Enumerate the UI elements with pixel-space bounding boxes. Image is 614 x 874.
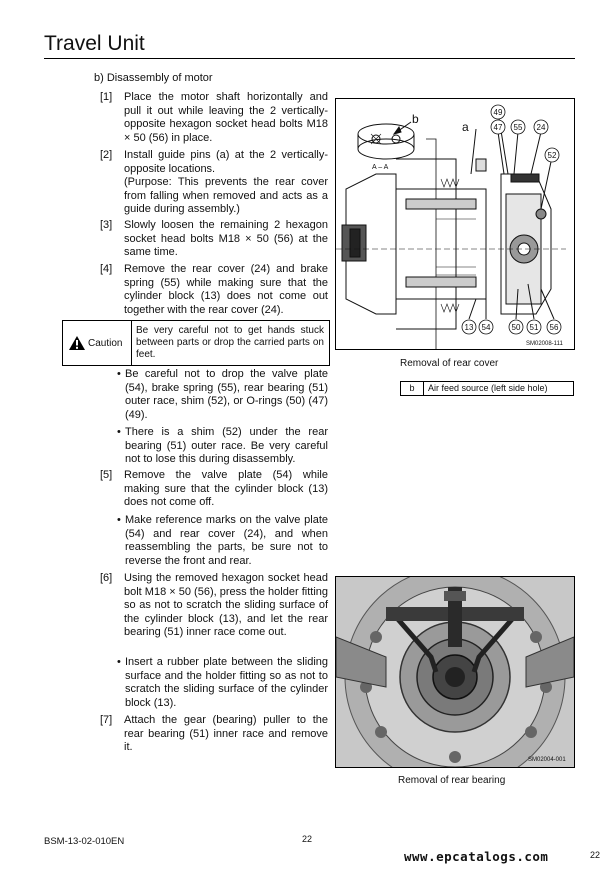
section-heading: b) Disassembly of motor [94,72,213,84]
figure-rear-cover [335,98,575,350]
figure-rear-bearing-photo [335,576,575,768]
callout-50: 50 [511,323,521,332]
warning-triangle-icon [69,336,85,350]
step-5 [95,469,328,511]
step-number: [6] [100,572,113,584]
page-number-right: 22 [590,850,601,860]
bullet-1 [117,368,328,424]
step-number: [3] [100,219,113,231]
step-purpose: (Purpose: This prevents the rear cover from falling when removed and acts as a guide during assembly.) [124,176,328,216]
caution-label-cell [63,321,132,365]
bearing-puller-photo [336,577,574,767]
letter-a: a [462,120,469,134]
figure-2-caption: Removal of rear bearing [398,775,506,786]
step-3 [95,219,328,261]
bullet-4 [117,656,328,712]
caution-box [62,320,330,366]
step-number: [7] [100,714,113,726]
bullet-dot: • [117,426,121,438]
callout-54: 54 [481,323,491,332]
title-divider [44,58,575,59]
step-6 [95,572,328,656]
step-text: Place the motor shaft horizontally and pull it out while leaving the 2 vertically-opposite hexagon socket head bolts M18 × 50 (56) in place. [124,91,328,144]
step-number: [5] [100,469,113,481]
step-text-block [124,149,328,217]
step-text: Remove the valve plate (54) while making sure that the cylinder block (13) does not come off. [124,469,328,509]
bullet-3 [117,514,328,570]
callout-51: 51 [529,323,539,332]
watermark: www.epcatalogs.com [404,849,549,864]
document-id: BSM-13-02-010EN [44,836,125,847]
step-text: Using the removed hexagon socket head bolt M18 × 50 (56), press the holder fitting so as not to scratch the sliding surface of the cylinder block (13), and let the rear bearing (51) inner race come out. [124,572,328,639]
bullet-dot: • [117,514,121,526]
bullet-text: Insert a rubber plate between the sliding surface and the holder fitting so as not to scratch the sliding surface of the cylinder block (13). [125,656,328,709]
bullet-text: Make reference marks on the valve plate (54) and rear cover (24), and when reassembling the parts, be sure not to reverse the front and rear. [125,514,328,567]
figure-1-caption: Removal of rear cover [400,358,499,369]
step-text: Install guide pins (a) at the 2 vertically-opposite locations. [124,149,328,175]
bullet-dot: • [117,368,121,380]
caution-label: Caution [88,338,123,349]
callout-52: 52 [547,151,557,160]
bullet-dot: • [117,656,121,668]
bullet-text: There is a shim (52) under the rear bearing (51) outer race. Be very careful not to lose this during disassembly. [125,426,328,466]
step-1 [95,91,328,147]
page-number: 22 [302,834,313,844]
callout-49: 49 [493,108,503,117]
letter-b: b [412,112,419,126]
step-text: Remove the rear cover (24) and brake spring (55) while making sure that the cylinder block (13) does not come out together with the rear cover (24). [124,263,328,316]
step-4 [95,263,328,319]
callout-47: 47 [493,123,503,132]
callout-13: 13 [464,323,474,332]
callout-24: 24 [536,123,546,132]
motor-cross-section-drawing [336,99,574,349]
legend-key: b [401,382,424,395]
bullet-text: Be careful not to drop the valve plate (54), brake spring (55), rear bearing (51) outer race, shim (52), or O-rings (50) (47) (49). [125,368,328,421]
step-number: [4] [100,263,113,275]
caution-text: Be very careful not to get hands stuck between parts or drop the carried parts on feet. [136,325,324,360]
section-label: A – A [372,164,389,171]
step-text: Attach the gear (bearing) puller to the rear bearing (51) inner race and remove it. [124,714,328,754]
step-7 [95,714,328,756]
callout-55: 55 [513,123,523,132]
legend-value: Air feed source (left side hole) [428,383,548,393]
legend-table [400,381,574,396]
figure-code: SM02008-111 [526,341,563,347]
callout-56: 56 [549,323,559,332]
step-text: Slowly loosen the remaining 2 hexagon socket head bolts M18 × 50 (56) at the same time. [124,219,328,259]
figure-code: SM02004-001 [528,757,566,763]
step-2 [95,149,328,219]
step-number: [1] [100,91,113,103]
step-number: [2] [100,149,113,161]
page-title: Travel Unit [44,32,145,55]
bullet-2 [117,426,328,468]
